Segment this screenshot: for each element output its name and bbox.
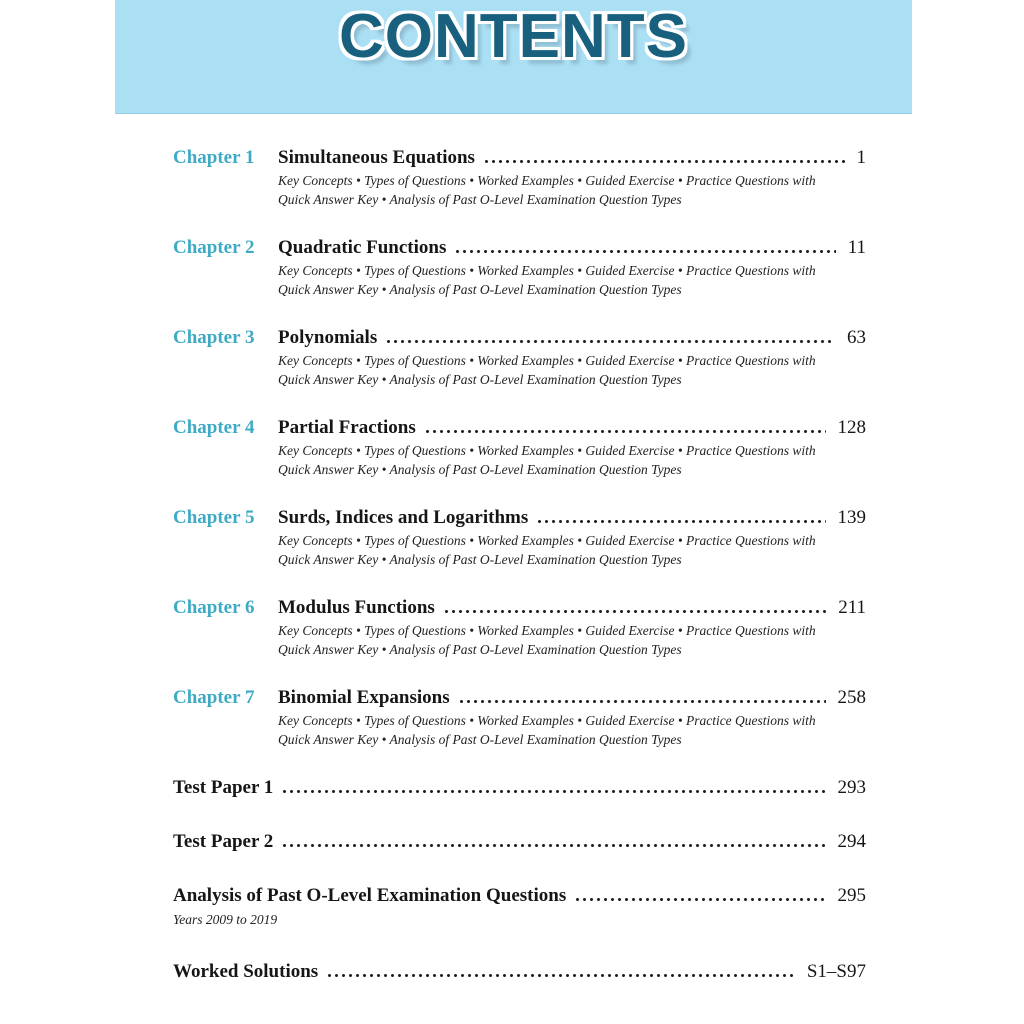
chapter-subtitle	[278, 622, 866, 659]
toc-entry-chapter-7	[173, 686, 866, 749]
toc-line	[173, 326, 866, 350]
chapter-subtitle	[278, 712, 866, 749]
chapter-subtitle-line-1: Key Concepts • Types of Questions • Worked Examples • Guided Exercise • Practice Questions with	[278, 713, 816, 728]
toc-line	[173, 596, 866, 620]
toc-line	[173, 776, 866, 800]
chapter-subtitle	[278, 352, 866, 389]
toc-line	[173, 884, 866, 908]
chapter-subtitle	[278, 262, 866, 299]
toc-line	[173, 416, 866, 440]
chapter-label: Chapter 1	[173, 147, 255, 168]
dot-leader	[456, 250, 835, 253]
chapter-subtitle-line-1: Key Concepts • Types of Questions • Worked Examples • Guided Exercise • Practice Questions with	[278, 263, 816, 278]
toc-line	[173, 506, 866, 530]
chapter-title: Modulus Functions	[278, 597, 435, 618]
chapter-subtitle-line-1: Key Concepts • Types of Questions • Worked Examples • Guided Exercise • Practice Questions with	[278, 623, 816, 638]
header-band	[115, 0, 912, 114]
toc-line	[173, 960, 866, 984]
toc-entry-chapter-1	[173, 146, 866, 209]
chapter-title: Surds, Indices and Logarithms	[278, 507, 529, 528]
chapter-subtitle	[278, 442, 866, 479]
chapter-subtitle-line-1: Key Concepts • Types of Questions • Worked Examples • Guided Exercise • Practice Questions with	[278, 353, 816, 368]
chapter-subtitle	[278, 172, 866, 209]
toc-line	[173, 686, 866, 710]
dot-leader	[328, 974, 795, 977]
chapter-subtitle-line-2: Quick Answer Key • Analysis of Past O-Level Examination Question Types	[278, 371, 682, 387]
page-number: 128	[837, 417, 866, 438]
dot-leader	[538, 520, 825, 523]
dot-leader	[283, 790, 825, 793]
page-number: 294	[837, 831, 866, 852]
toc-entry-test-paper-1	[173, 776, 866, 800]
chapter-subtitle-line-1: Key Concepts • Types of Questions • Worked Examples • Guided Exercise • Practice Questions with	[278, 533, 816, 548]
toc-entry-chapter-4	[173, 416, 866, 479]
chapter-label: Chapter 5	[173, 507, 255, 528]
chapter-label: Chapter 4	[173, 417, 255, 438]
entry-title: Analysis of Past O-Level Examination Questions	[173, 885, 567, 906]
dot-leader	[445, 610, 826, 613]
chapter-label: Chapter 6	[173, 597, 255, 618]
chapter-title: Partial Fractions	[278, 417, 416, 438]
toc-entry-chapter-5	[173, 506, 866, 569]
dot-leader	[460, 700, 826, 703]
chapter-subtitle	[278, 532, 866, 569]
toc-entry-chapter-2	[173, 236, 866, 299]
chapter-subtitle-line-2: Quick Answer Key • Analysis of Past O-Level Examination Question Types	[278, 551, 682, 567]
page-number: 293	[837, 777, 866, 798]
chapter-subtitle-line-2: Quick Answer Key • Analysis of Past O-Level Examination Question Types	[278, 731, 682, 747]
chapter-subtitle-line-1: Key Concepts • Types of Questions • Worked Examples • Guided Exercise • Practice Questions with	[278, 173, 816, 188]
dot-leader	[576, 898, 825, 901]
page-title: CONTENTS	[339, 2, 688, 71]
table-of-contents	[173, 146, 866, 1014]
chapter-title: Polynomials	[278, 327, 378, 348]
page-number: 139	[837, 507, 866, 528]
toc-entry-test-paper-2	[173, 830, 866, 854]
chapter-subtitle-line-2: Quick Answer Key • Analysis of Past O-Level Examination Question Types	[278, 641, 682, 657]
page-number: 1	[856, 147, 866, 168]
entry-title: Worked Solutions	[173, 960, 319, 982]
chapter-label: Chapter 2	[173, 237, 255, 258]
toc-line	[173, 236, 866, 260]
page-number: 63	[847, 327, 866, 348]
chapter-subtitle-line-2: Quick Answer Key • Analysis of Past O-Level Examination Question Types	[278, 281, 682, 297]
chapter-title: Simultaneous Equations	[278, 147, 475, 168]
page-number: 11	[847, 237, 866, 258]
dot-leader	[283, 844, 825, 847]
dot-leader	[426, 430, 826, 433]
toc-entry-worked-solutions	[173, 960, 866, 984]
toc-extras	[173, 776, 866, 984]
page-number: 295	[837, 885, 866, 906]
page-number: 258	[837, 687, 866, 708]
toc-line	[173, 146, 866, 170]
chapter-subtitle-line-2: Quick Answer Key • Analysis of Past O-Level Examination Question Types	[278, 461, 682, 477]
toc-entry-chapter-6	[173, 596, 866, 659]
entry-title: Test Paper 2	[173, 831, 274, 852]
dot-leader	[485, 160, 845, 163]
entry-title: Test Paper 1	[173, 777, 274, 798]
entry-subtitle: Years 2009 to 2019	[173, 912, 278, 927]
dot-leader	[387, 340, 835, 343]
chapter-subtitle-line-1: Key Concepts • Types of Questions • Worked Examples • Guided Exercise • Practice Questions with	[278, 443, 816, 458]
toc-entry-analysis	[173, 884, 866, 930]
chapter-label: Chapter 3	[173, 327, 255, 348]
toc-entry-chapter-3	[173, 326, 866, 389]
page-number: S1–S97	[806, 960, 866, 982]
chapter-subtitle-line-2: Quick Answer Key • Analysis of Past O-Level Examination Question Types	[278, 191, 682, 207]
page-number: 211	[838, 597, 866, 618]
toc-line	[173, 830, 866, 854]
chapter-title: Binomial Expansions	[278, 687, 450, 708]
chapter-label: Chapter 7	[173, 687, 255, 708]
chapter-title: Quadratic Functions	[278, 237, 447, 258]
